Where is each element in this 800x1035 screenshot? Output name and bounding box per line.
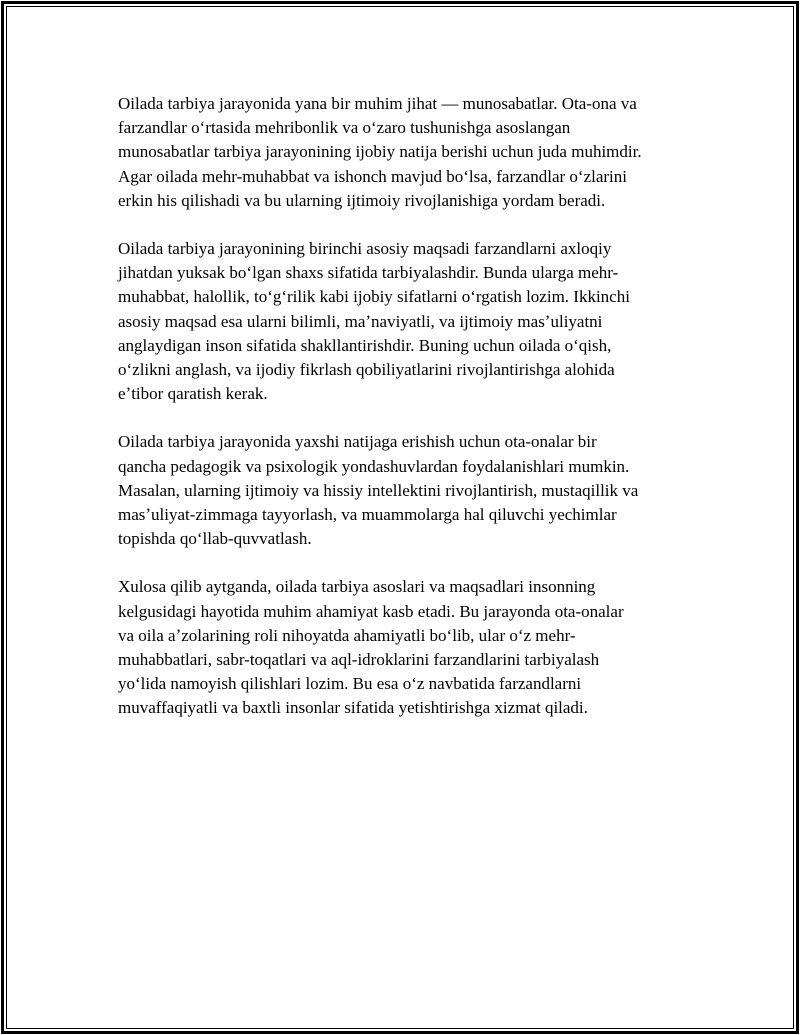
paragraph-main-goals: Oilada tarbiya jarayonining birinchi asosiy maqsadi farzandlarni axloqiy jihatdan yuksak boʻlgan shaxs sifatida tarbiyalashdir. Bunda ularga mehr- muhabbat, halollik, toʻgʻrilik kabi ijobiy sifatlarni oʻrgatish lozim. Ikkinchi asosiy maqsad esa ularni bilimli, maʼnaviyatli, va ijtimoiy masʼuliyatni anglaydigan inson sifatida shakllantirishdir. Buning uchun oilada oʻqish, oʻzlikni anglash, va ijodiy fikrlash qobiliyatlarini rivojlantirishga alohida eʼtibor qaratish kerak. xyxy=(118,239,630,404)
document-body xyxy=(118,92,698,745)
paragraph-conclusion: Xulosa qilib aytganda, oilada tarbiya asoslari va maqsadlari insonning kelgusidagi hayotida muhim ahamiyat kasb etadi. Bu jarayonda ota-onalar va oila aʼzolarining roli nihoyatda ahamiyatli boʻlib, ular oʻz mehr- muhabbatlari, sabr-toqatlari va aql-idroklarini farzandlarini tarbiyalash yoʻlida namoyish qilishlari lozim. Bu esa oʻz navbatida farzandlarni muvaffaqiyatli va baxtli insonlar sifatida yetishtirishga xizmat qiladi. xyxy=(118,577,624,718)
paragraph-approaches: Oilada tarbiya jarayonida yaxshi natijaga erishish uchun ota-onalar bir qancha pedagogik va psixologik yondashuvlardan foydalanishlari mumkin. Masalan, ularning ijtimoiy va hissiy intellektini rivojlantirish, mustaqillik va masʼuliyat-zimmaga tayyorlash, va muammolarga hal qiluvchi yechimlar topishda qoʻllab-quvvatlash. xyxy=(118,432,639,549)
paragraph-relationships: Oilada tarbiya jarayonida yana bir muhim jihat — munosabatlar. Ota-ona va farzandlar oʻrtasida mehribonlik va oʻzaro tushunishga asoslangan munosabatlar tarbiya jarayonining ijobiy natija berishi uchun juda muhimdir. Agar oilada mehr-muhabbat va ishonch mavjud boʻlsa, farzandlar oʻzlarini erkin his qilishadi va bu ularning ijtimoiy rivojlanishiga yordam beradi. xyxy=(118,94,642,210)
